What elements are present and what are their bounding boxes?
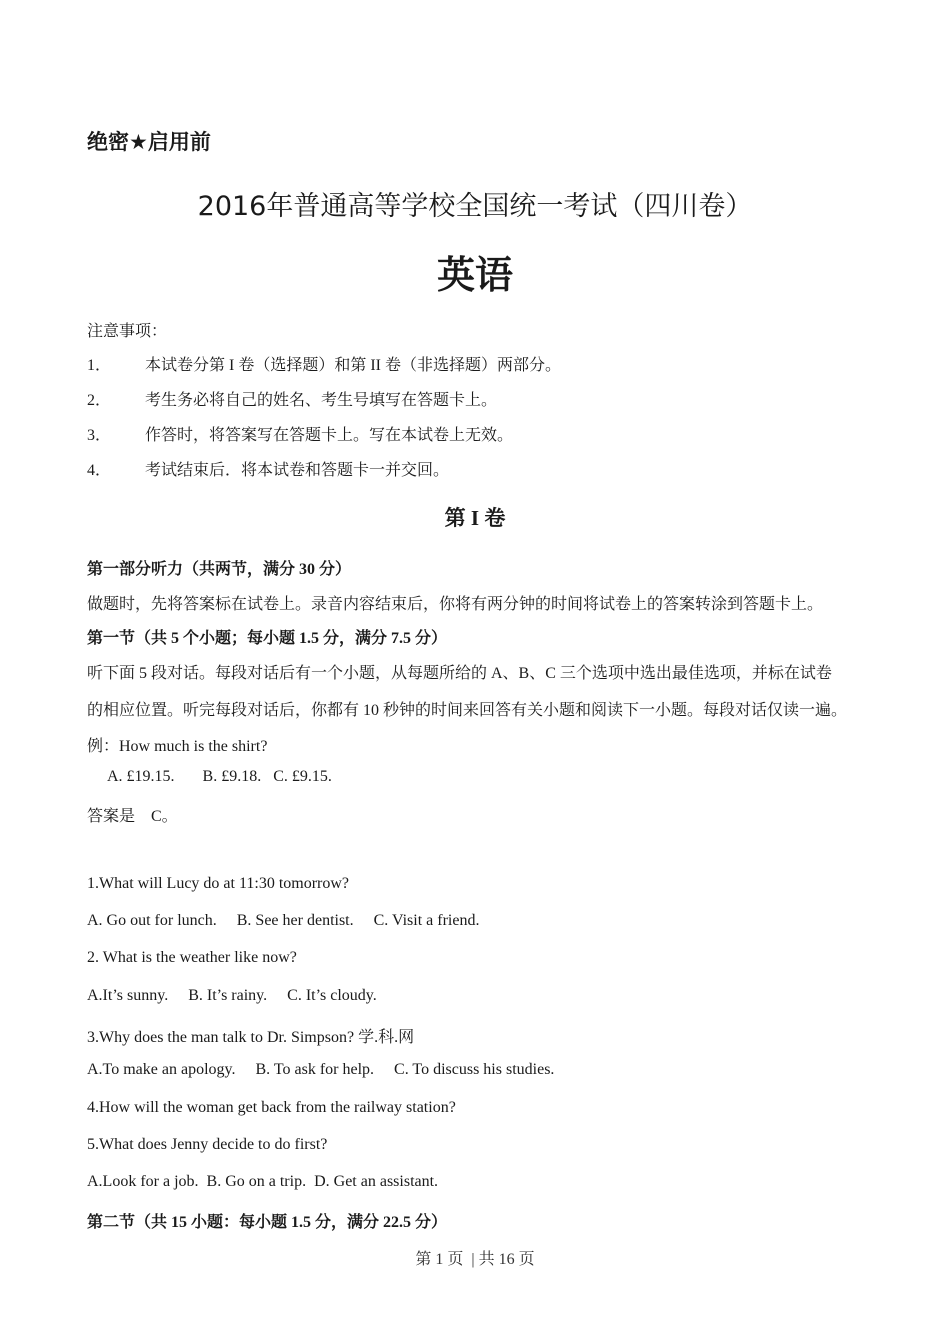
question-3: 3.Why does the man talk to Dr. Simpson? 学.科.网 <box>87 1029 415 1046</box>
part1-instruction: 做题时，先将答案标在试卷上。录音内容结束后，你将有两分钟的时间将试卷上的答案转涂到答题卡上。 <box>87 596 824 613</box>
note-number: 2． <box>87 392 112 409</box>
question-2: 2. What is the weather like now? <box>87 949 297 966</box>
exam-title: 2016年普通高等学校全国统一考试（四川卷） <box>197 191 753 222</box>
example-options: A. £19.15. B. £9.18. C. £9.15. <box>107 768 332 785</box>
note-text: 作答时，将答案写在答题卡上。写在本试卷上无效。 <box>145 427 514 444</box>
example-answer: 答案是 C。 <box>87 808 178 825</box>
note-number: 4． <box>87 462 112 479</box>
volume-title: 第 I 卷 <box>444 506 506 530</box>
note-text: 本试卷分第 I 卷（选择题）和第 II 卷（非选择题）两部分。 <box>145 357 561 374</box>
section1-instruction: 听下面 5 段对话。每段对话后有一个小题，从每题所给的 A、B、C 三个选项中选出最佳选项，并标在试卷 <box>87 665 832 682</box>
question-5: 5.What does Jenny decide to do first? <box>87 1136 328 1153</box>
note-text: 考试结束后．将本试卷和答题卡一并交回。 <box>145 462 450 479</box>
question-2-options: A.It’s sunny. B. It’s rainy. C. It’s cloudy. <box>87 987 377 1004</box>
confidential-label: 绝密★启用前 <box>87 130 211 154</box>
question-3-options: A.To make an apology. B. To ask for help. C. To discuss his studies. <box>87 1061 555 1078</box>
question-5-options: A.Look for a job. B. Go on a trip. D. Get an assistant. <box>87 1173 439 1190</box>
section1-instruction: 的相应位置。听完每段对话后，你都有 10 秒钟的时间来回答有关小题和阅读下一小题。每段对话仅读一遍。 <box>87 702 848 719</box>
note-text: 考生务必将自己的姓名、考生号填写在答题卡上。 <box>145 392 498 409</box>
question-1: 1.What will Lucy do at 11:30 tomorrow? <box>87 875 350 892</box>
section1-heading: 第一节（共 5 个小题；每小题 1.5 分，满分 7.5 分） <box>87 630 448 647</box>
example-question: 例：How much is the shirt? <box>87 738 268 755</box>
part1-heading: 第一部分听力（共两节，满分 30 分） <box>87 561 352 578</box>
note-number: 3． <box>87 427 112 444</box>
note-number: 1． <box>87 357 112 374</box>
notes-label: 注意事项： <box>87 323 168 340</box>
question-4: 4.How will the woman get back from the railway station? <box>87 1099 456 1116</box>
question-1-options: A. Go out for lunch. B. See her dentist. C. Visit a friend. <box>87 912 480 929</box>
section2-heading: 第二节（共 15 小题：每小题 1.5 分，满分 22.5 分） <box>87 1214 448 1231</box>
subject-title: 英语 <box>436 253 513 297</box>
page-footer: 第 1 页 | 共 16 页 <box>415 1251 535 1268</box>
